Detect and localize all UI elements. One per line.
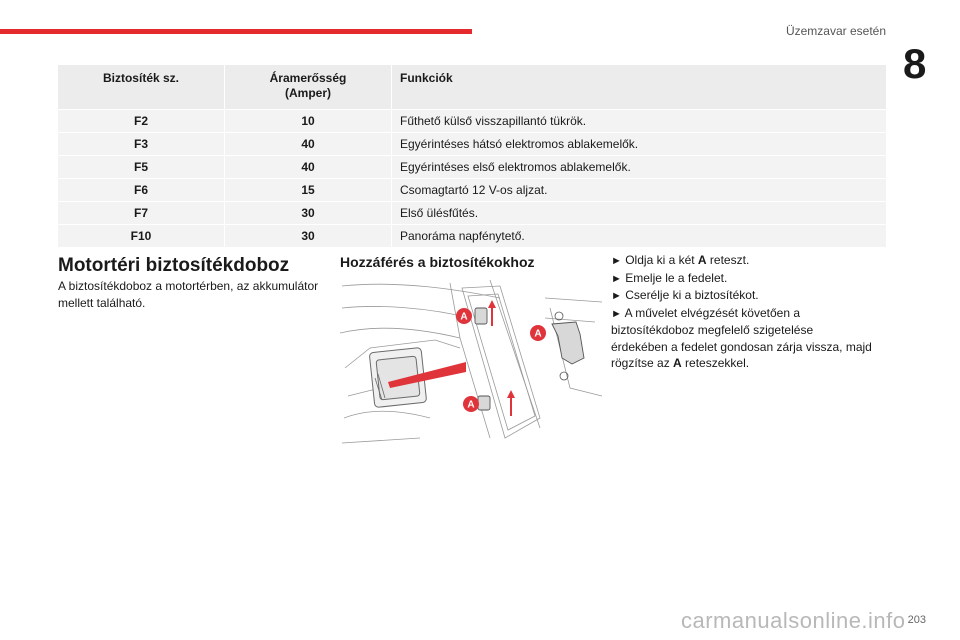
step-continuation: biztosítékdoboz megfelelő szigetelése [611, 323, 814, 337]
step-bold-label: A [673, 356, 682, 370]
step-item: ► Cserélje ki a biztosítékot. [611, 288, 759, 302]
section-title: Motortéri biztosítékdoboz [58, 255, 290, 276]
step-arrow-icon: ► [611, 307, 622, 320]
marker-a-1: A [460, 311, 468, 323]
table-row [58, 110, 886, 133]
fuse-cell: F6 [133, 183, 148, 197]
top-accent-bar [0, 29, 472, 34]
fuse-box-illustration [340, 278, 602, 454]
step-item: ► A művelet elvégzését követően a [611, 305, 801, 320]
access-steps [611, 252, 896, 372]
fuse-cell: F3 [133, 137, 148, 151]
amp-cell: 10 [225, 110, 392, 133]
fuse-cell: F2 [133, 114, 148, 128]
column-header-amp-line2: (Amper) [284, 86, 331, 100]
function-cell: Fűthető külső visszapillantó tükrök. [392, 110, 887, 133]
function-cell: Csomagtartó 12 V-os aljzat. [392, 179, 887, 202]
chapter-number: 8 [903, 40, 927, 87]
fuse-cell: F7 [133, 206, 148, 220]
amp-cell: 30 [225, 225, 392, 248]
function-cell: Első ülésfűtés. [392, 202, 887, 225]
amp-cell: 40 [225, 133, 392, 156]
table-row [58, 225, 886, 248]
fuse-cell: F10 [130, 229, 152, 243]
column-header-function: Funkciók [392, 65, 887, 110]
column-header-amp [225, 65, 392, 110]
amp-cell: 15 [225, 179, 392, 202]
function-cell: Egyérintéses hátsó elektromos ablakemelők. [392, 133, 887, 156]
step-arrow-icon: ► [611, 272, 622, 285]
step-arrow-icon: ► [611, 255, 622, 267]
table-row [58, 133, 886, 156]
fuse-table-header [58, 65, 886, 110]
function-cell: Egyérintéses első elektromos ablakemelők. [392, 156, 887, 179]
function-cell: Panoráma napfénytető. [392, 225, 887, 248]
marker-a-3: A [467, 399, 475, 411]
table-row [58, 202, 886, 225]
step-item: ► Oldja ki a két A reteszt. [611, 253, 750, 267]
table-row [58, 179, 886, 202]
access-title: Hozzáférés a biztosítékokhoz [340, 254, 535, 270]
table-row [58, 156, 886, 179]
column-header-amp-line1: Áramerősség [269, 71, 347, 85]
step-continuation: rögzítse az A reteszekkel. [611, 356, 750, 370]
fuse-cell: F5 [133, 160, 148, 174]
amp-cell: 30 [225, 202, 392, 225]
page-number: 203 [907, 614, 926, 626]
marker-a-2: A [534, 328, 542, 340]
step-bold-label: A [697, 253, 707, 267]
header-title: Üzemzavar esetén [785, 24, 886, 38]
step-arrow-icon: ► [611, 290, 622, 302]
amp-cell: 40 [225, 156, 392, 179]
section-intro: A biztosítékdoboz a motortérben, az akkumulátor mellett található. [58, 279, 319, 310]
fuse-table [58, 65, 886, 248]
column-header-fuse: Biztosíték sz. [102, 71, 180, 85]
watermark: carmanualsonline.info [681, 608, 906, 633]
step-item: ► Emelje le a fedelet. [611, 270, 728, 285]
step-continuation: érdekében a fedelet gondosan zárja vissza, majd [611, 339, 872, 354]
